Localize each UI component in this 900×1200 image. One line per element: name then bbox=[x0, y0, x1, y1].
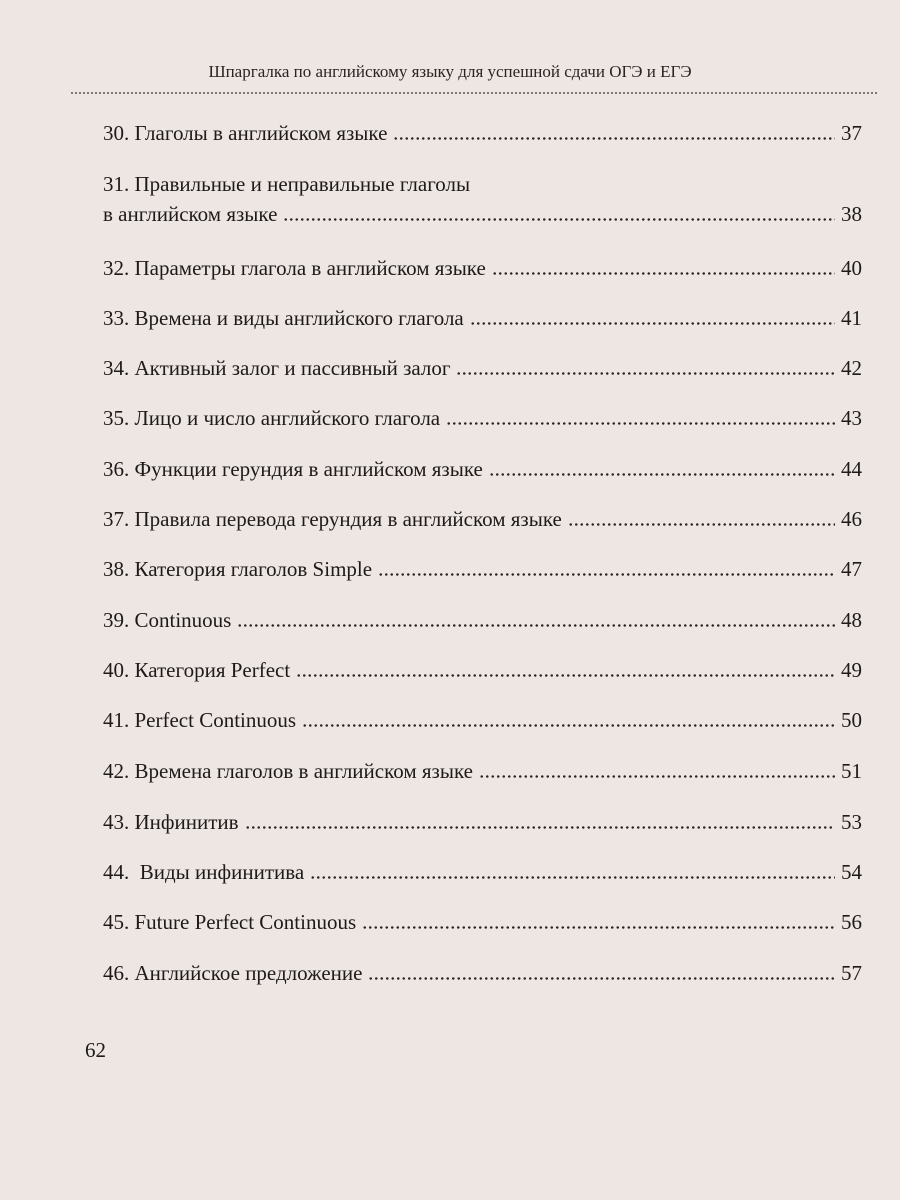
toc-entry-page: 44 bbox=[841, 457, 862, 481]
toc-entry-label: 35. Лицо и число английского глагола bbox=[103, 406, 441, 430]
dot-leader bbox=[492, 272, 835, 275]
dot-leader bbox=[302, 724, 835, 727]
toc-entry-page: 50 bbox=[841, 708, 862, 732]
dot-leader bbox=[470, 322, 835, 325]
dot-leader bbox=[237, 624, 835, 627]
toc-entry-label: 46. Английское предложение bbox=[103, 961, 363, 985]
toc-entry-page: 54 bbox=[841, 860, 862, 884]
toc-entry-label: 33. Времена и виды английского глагола bbox=[103, 306, 464, 330]
toc-entry-page: 40 bbox=[841, 256, 862, 280]
toc-entry-page: 51 bbox=[841, 759, 862, 783]
dot-leader bbox=[245, 826, 835, 829]
dot-leader bbox=[456, 372, 835, 375]
dot-leader bbox=[393, 137, 835, 140]
toc-entry-label: 42. Времена глаголов в английском языке bbox=[103, 759, 473, 783]
toc-entry-label: 40. Категория Perfect bbox=[103, 658, 291, 682]
toc-entry[interactable] bbox=[103, 809, 862, 835]
toc-entry[interactable] bbox=[103, 305, 862, 331]
toc-entry-label: 32. Параметры глагола в английском языке bbox=[103, 256, 486, 280]
dot-leader bbox=[489, 473, 835, 476]
dot-leader bbox=[446, 422, 835, 425]
toc-entry-page: 57 bbox=[841, 961, 862, 985]
toc-entry-label: 39. Continuous bbox=[103, 608, 232, 632]
running-header: Шпаргалка по английскому языку для успешной сдачи ОГЭ и ЕГЭ bbox=[208, 62, 692, 81]
toc-entry-label: 37. Правила перевода герундия в английском языке bbox=[103, 507, 562, 531]
toc-entry[interactable] bbox=[103, 355, 862, 381]
toc-entry-page: 49 bbox=[841, 658, 862, 682]
toc-entry-page: 37 bbox=[841, 121, 862, 145]
toc-entry-page: 38 bbox=[841, 202, 862, 226]
toc-entry-page: 48 bbox=[841, 608, 862, 632]
toc-entry[interactable] bbox=[103, 960, 862, 986]
toc-entry[interactable] bbox=[103, 909, 862, 935]
toc-entry[interactable] bbox=[103, 120, 862, 146]
toc-entry-label: 43. Инфинитив bbox=[103, 810, 239, 834]
header-divider bbox=[70, 92, 878, 94]
toc-entry[interactable] bbox=[103, 506, 862, 532]
toc-entry-page: 47 bbox=[841, 557, 862, 581]
toc-entry-page: 46 bbox=[841, 507, 862, 531]
dot-leader bbox=[378, 573, 835, 576]
toc-entry[interactable] bbox=[103, 607, 862, 633]
toc-entry-label: 45. Future Perfect Continuous bbox=[103, 910, 357, 934]
toc-entry[interactable] bbox=[103, 255, 862, 281]
toc-entry[interactable] bbox=[103, 405, 862, 431]
toc-entry-label: 44. Виды инфинитива bbox=[103, 860, 305, 884]
toc-entry[interactable] bbox=[103, 201, 862, 227]
toc-entry[interactable] bbox=[103, 758, 862, 784]
dot-leader bbox=[296, 674, 835, 677]
toc-entry-label: 34. Активный залог и пассивный залог bbox=[103, 356, 451, 380]
toc-entry-page: 42 bbox=[841, 356, 862, 380]
toc-entry-label: 36. Функции герундия в английском языке bbox=[103, 457, 483, 481]
toc-entry[interactable] bbox=[103, 556, 862, 582]
dot-leader bbox=[368, 977, 835, 980]
toc-entry-label: в английском языке bbox=[103, 202, 278, 226]
toc-entry[interactable] bbox=[103, 859, 862, 885]
toc-entry-label: 38. Категория глаголов Simple bbox=[103, 557, 373, 581]
toc-entry-page: 43 bbox=[841, 406, 862, 430]
toc-entry[interactable] bbox=[103, 657, 862, 683]
dot-leader bbox=[479, 775, 835, 778]
toc-entry[interactable] bbox=[103, 707, 862, 733]
toc-entry-label: 41. Perfect Continuous bbox=[103, 708, 297, 732]
toc-entry-label-line1: 31. Правильные и неправильные глаголы bbox=[103, 172, 471, 196]
toc-entry[interactable] bbox=[103, 456, 862, 482]
dot-leader bbox=[310, 876, 835, 879]
page-number: 62 bbox=[85, 1038, 106, 1062]
dot-leader bbox=[568, 523, 835, 526]
toc-entry-label: 30. Глаголы в английском языке bbox=[103, 121, 388, 145]
dot-leader bbox=[362, 926, 835, 929]
toc-entry-page: 53 bbox=[841, 810, 862, 834]
toc-entry-page: 41 bbox=[841, 306, 862, 330]
toc-entry-page: 56 bbox=[841, 910, 862, 934]
dot-leader bbox=[283, 218, 835, 221]
